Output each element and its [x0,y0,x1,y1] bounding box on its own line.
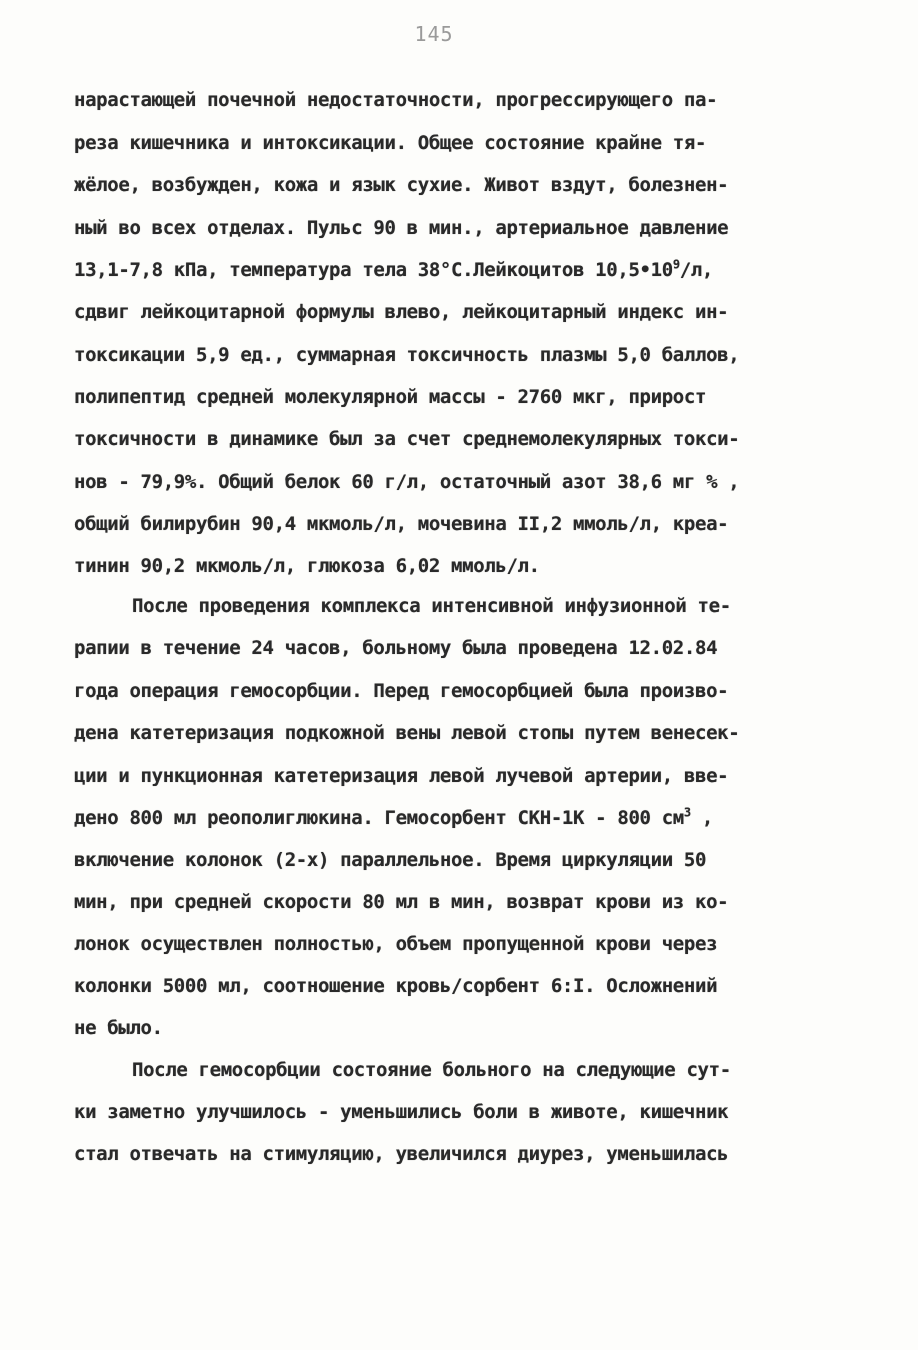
text-line-15: года операция гемосорбции. Перед гемосорбцией была произво- [74,680,729,702]
text-line-16: дена катетеризация подкожной вены левой стопы путем венесек- [74,722,740,744]
text-line-18 [74,804,844,832]
text-line-26: стал отвечать на стимуляцию, увеличился диурез, уменьшилась [74,1143,729,1165]
text-line-21: лонок осуществлен полностью, объем пропущенной крови через [74,933,718,955]
text-line-18-tail: , [690,807,713,829]
text-line-17: ции и пункционная катетеризация левой лучевой артерии, вве- [74,765,729,787]
text-line-8: полипептид средней молекулярной массы - 2760 мкг, прирост [74,386,707,408]
text-line-5-tail: /л, [679,259,713,281]
superscript-exponent: 3 [683,805,691,820]
text-line-19: включение колонок (2-х) параллельное. Время циркуляции 50 [74,849,707,871]
text-line-2: реза кишечника и интоксикации. Общее состояние крайне тя- [74,132,707,154]
text-line-24: После гемосорбции состояние больного на следующие сут- [132,1059,731,1081]
text-line-3: жёлое, возбужден, кожа и язык сухие. Живот вздут, болезнен- [74,174,729,196]
text-line-13: После проведения комплекса интенсивной инфузионной те- [132,595,731,617]
text-line-14: рапии в течение 24 часов, больному была проведена 12.02.84 [74,637,718,659]
text-line-1: нарастающей почечной недостаточности, прогрессирующего па- [74,89,718,111]
text-line-5-main: 13,1-7,8 кПа, температура тела 38°С.Лейкоцитов 10,5•10 [74,259,673,281]
text-line-11: общий билирубин 90,4 мкмоль/л, мочевина II,2 ммоль/л, креа- [74,513,729,535]
superscript-exponent: 9 [672,257,680,272]
text-line-4: ный во всех отделах. Пульс 90 в мин., артериальное давление [74,217,729,239]
text-line-22: колонки 5000 мл, соотношение кровь/сорбент 6:I. Осложнений [74,975,718,997]
text-line-12: тинин 90,2 мкмоль/л, глюкоза 6,02 ммоль/л. [74,555,540,577]
text-line-18-main: дено 800 мл реополиглюкина. Гемосорбент СКН-1К - 800 см [74,807,684,829]
text-line-10: нов - 79,9%. Общий белок 60 г/л, остаточный азот 38,6 мг % , [74,471,740,493]
text-line-7: токсикации 5,9 ед., суммарная токсичность плазмы 5,0 баллов, [74,344,740,366]
text-line-9: токсичности в динамике был за счет среднемолекулярных токси- [74,428,740,450]
text-line-25: ки заметно улучшилось - уменьшились боли в животе, кишечник [74,1101,729,1123]
page-number: 145 [414,22,454,46]
text-line-6: сдвиг лейкоцитарной формулы влево, лейкоцитарный индекс ин- [74,301,729,323]
text-line-23: не было. [74,1017,163,1039]
text-line-20: мин, при средней скорости 80 мл в мин, возврат крови из ко- [74,891,729,913]
text-line-5 [74,256,844,284]
